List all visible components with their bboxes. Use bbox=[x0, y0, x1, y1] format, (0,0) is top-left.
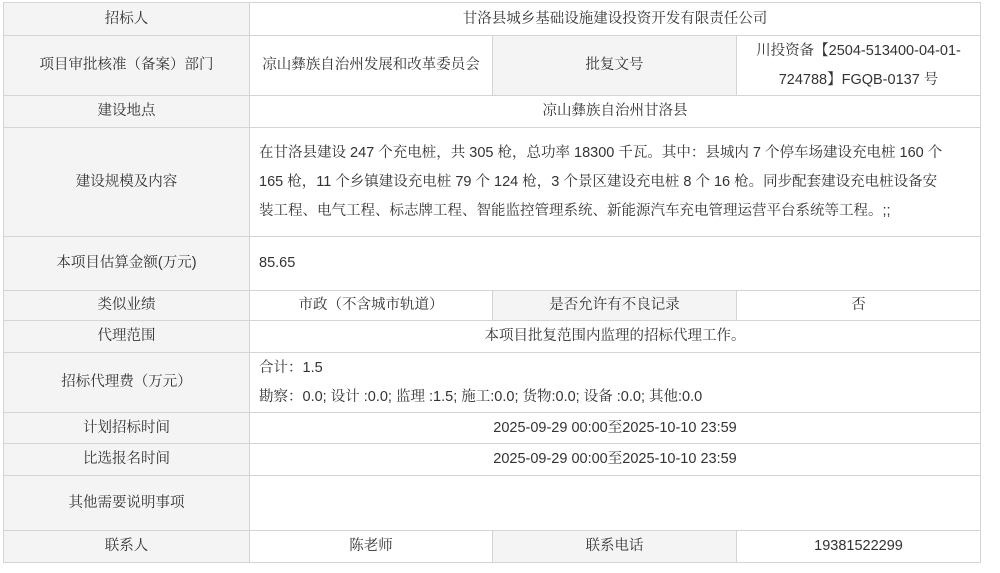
row-approval bbox=[4, 36, 981, 96]
scope-value bbox=[250, 128, 981, 237]
row-signup-time bbox=[4, 444, 981, 476]
doc-no-line: 川投资备【2504-513400-04-01- bbox=[756, 42, 961, 59]
agency-fee-total: 合计：1.5 bbox=[259, 359, 323, 376]
contact-phone: 19381522299 bbox=[737, 531, 981, 563]
contact-phone-label: 联系电话 bbox=[493, 531, 737, 563]
row-agency-fee bbox=[4, 353, 981, 413]
contact-name: 陈老师 bbox=[250, 531, 493, 563]
scope-line: 在甘洛县建设 247 个充电桩，共 305 枪，总功率 18300 千瓦。其中：县城内 7 个停车场建设充电桩 160 个 bbox=[259, 144, 943, 161]
row-performance bbox=[4, 291, 981, 321]
doc-no-value bbox=[737, 36, 981, 96]
bad-record-label: 是否允许有不良记录 bbox=[493, 291, 737, 321]
row-location bbox=[4, 96, 981, 128]
performance-label: 类似业绩 bbox=[4, 291, 250, 321]
doc-no-line: 724788】FGQB-0137 号 bbox=[778, 71, 939, 88]
scope-label: 建设规模及内容 bbox=[4, 128, 250, 237]
tender-info-table bbox=[3, 2, 981, 563]
location-value: 凉山彝族自治州甘洛县 bbox=[250, 96, 981, 128]
agency-fee-value bbox=[250, 353, 981, 413]
estimate-label: 本项目估算金额(万元) bbox=[4, 237, 250, 291]
row-estimate bbox=[4, 237, 981, 291]
agency-fee-label: 招标代理费（万元） bbox=[4, 353, 250, 413]
row-planned-time bbox=[4, 413, 981, 444]
doc-no-label: 批复文号 bbox=[493, 36, 737, 96]
contact-label: 联系人 bbox=[4, 531, 250, 563]
bad-record-value: 否 bbox=[737, 291, 981, 321]
scope-line: 装工程、电气工程、标志牌工程、智能监控管理系统、新能源汽车充电管理运营平台系统等工程。;; bbox=[259, 202, 891, 219]
notes-value bbox=[250, 476, 981, 531]
planned-time-value: 2025-09-29 00:00至2025-10-10 23:59 bbox=[250, 413, 981, 444]
approval-label: 项目审批核准（备案）部门 bbox=[4, 36, 250, 96]
scope-line: 165 枪，11 个乡镇建设充电桩 79 个 124 枪，3 个景区建设充电桩 8 个 16 枪。同步配套建设充电桩设备安 bbox=[259, 173, 938, 190]
performance-value: 市政（不含城市轨道） bbox=[250, 291, 493, 321]
row-agency-scope bbox=[4, 321, 981, 353]
signup-time-value: 2025-09-29 00:00至2025-10-10 23:59 bbox=[250, 444, 981, 476]
tenderer-value: 甘洛县城乡基础设施建设投资开发有限责任公司 bbox=[250, 3, 981, 36]
location-label: 建设地点 bbox=[4, 96, 250, 128]
signup-time-label: 比选报名时间 bbox=[4, 444, 250, 476]
row-notes bbox=[4, 476, 981, 531]
row-contact bbox=[4, 531, 981, 563]
estimate-value: 85.65 bbox=[250, 237, 981, 291]
notes-label: 其他需要说明事项 bbox=[4, 476, 250, 531]
row-tenderer bbox=[4, 3, 981, 36]
agency-scope-value: 本项目批复范围内监理的招标代理工作。 bbox=[250, 321, 981, 353]
approval-department: 凉山彝族自治州发展和改革委员会 bbox=[250, 36, 493, 96]
agency-fee-breakdown: 勘察：0.0; 设计 :0.0; 监理 :1.5; 施工:0.0; 货物:0.0; 设备 :0.0; 其他:0.0 bbox=[259, 388, 703, 405]
tenderer-label: 招标人 bbox=[4, 3, 250, 36]
planned-time-label: 计划招标时间 bbox=[4, 413, 250, 444]
row-scope bbox=[4, 128, 981, 237]
agency-scope-label: 代理范围 bbox=[4, 321, 250, 353]
table-body bbox=[4, 3, 981, 563]
